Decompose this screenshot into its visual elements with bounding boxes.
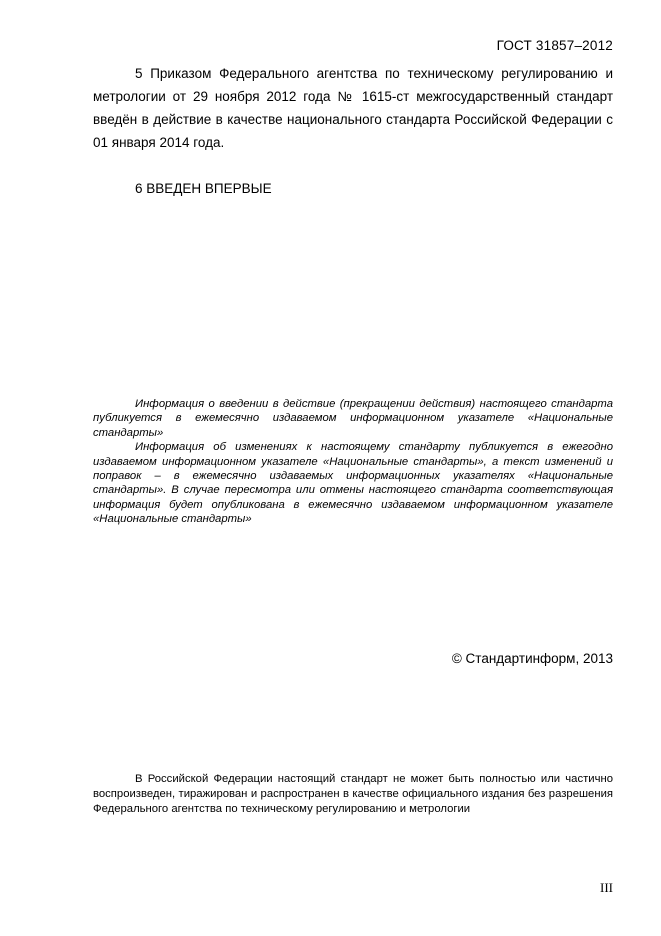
publication-info-block <box>93 397 613 527</box>
section-5-paragraph: 5 Приказом Федерального агентства по техническому регулированию и метрологии от 29 ноября 2012 года № 1615-ст межгосударственный стандарт введён в действие в качестве национального стандарта Российской Федерации с 01 января 2014 года. <box>93 66 613 150</box>
info-paragraph-2: Информация об изменениях к настоящему стандарту публикуется в ежегодно издаваемом информационном указателе «Национальные стандарты», а текст изменений и поправок – в ежемесячно издаваемых информационных указателях «Национальные стандарты». В случае пересмотра или отмены настоящего стандарта соответствующая информация будет опубликована в ежемесячно издаваемом информационном указателе «Национальные стандарты» <box>93 441 613 526</box>
page-number: III <box>600 880 613 895</box>
reproduction-notice: В Российской Федерации настоящий стандарт не может быть полностью или частично воспроизведен, тиражирован и распространен в качестве официального издания без разрешения Федерального агентства по техническому регулированию и метрологии <box>93 773 613 815</box>
section-6-paragraph: 6 ВВЕДЕН ВПЕРВЫЕ <box>135 181 272 196</box>
copyright-notice: © Стандартинформ, 2013 <box>451 651 613 666</box>
document-header-id: ГОСТ 31857–2012 <box>496 38 613 53</box>
info-paragraph-1: Информация о введении в действие (прекращении действия) настоящего стандарта публикуется в ежемесячно издаваемом информационном указателе «Национальные стандарты» <box>93 398 613 439</box>
